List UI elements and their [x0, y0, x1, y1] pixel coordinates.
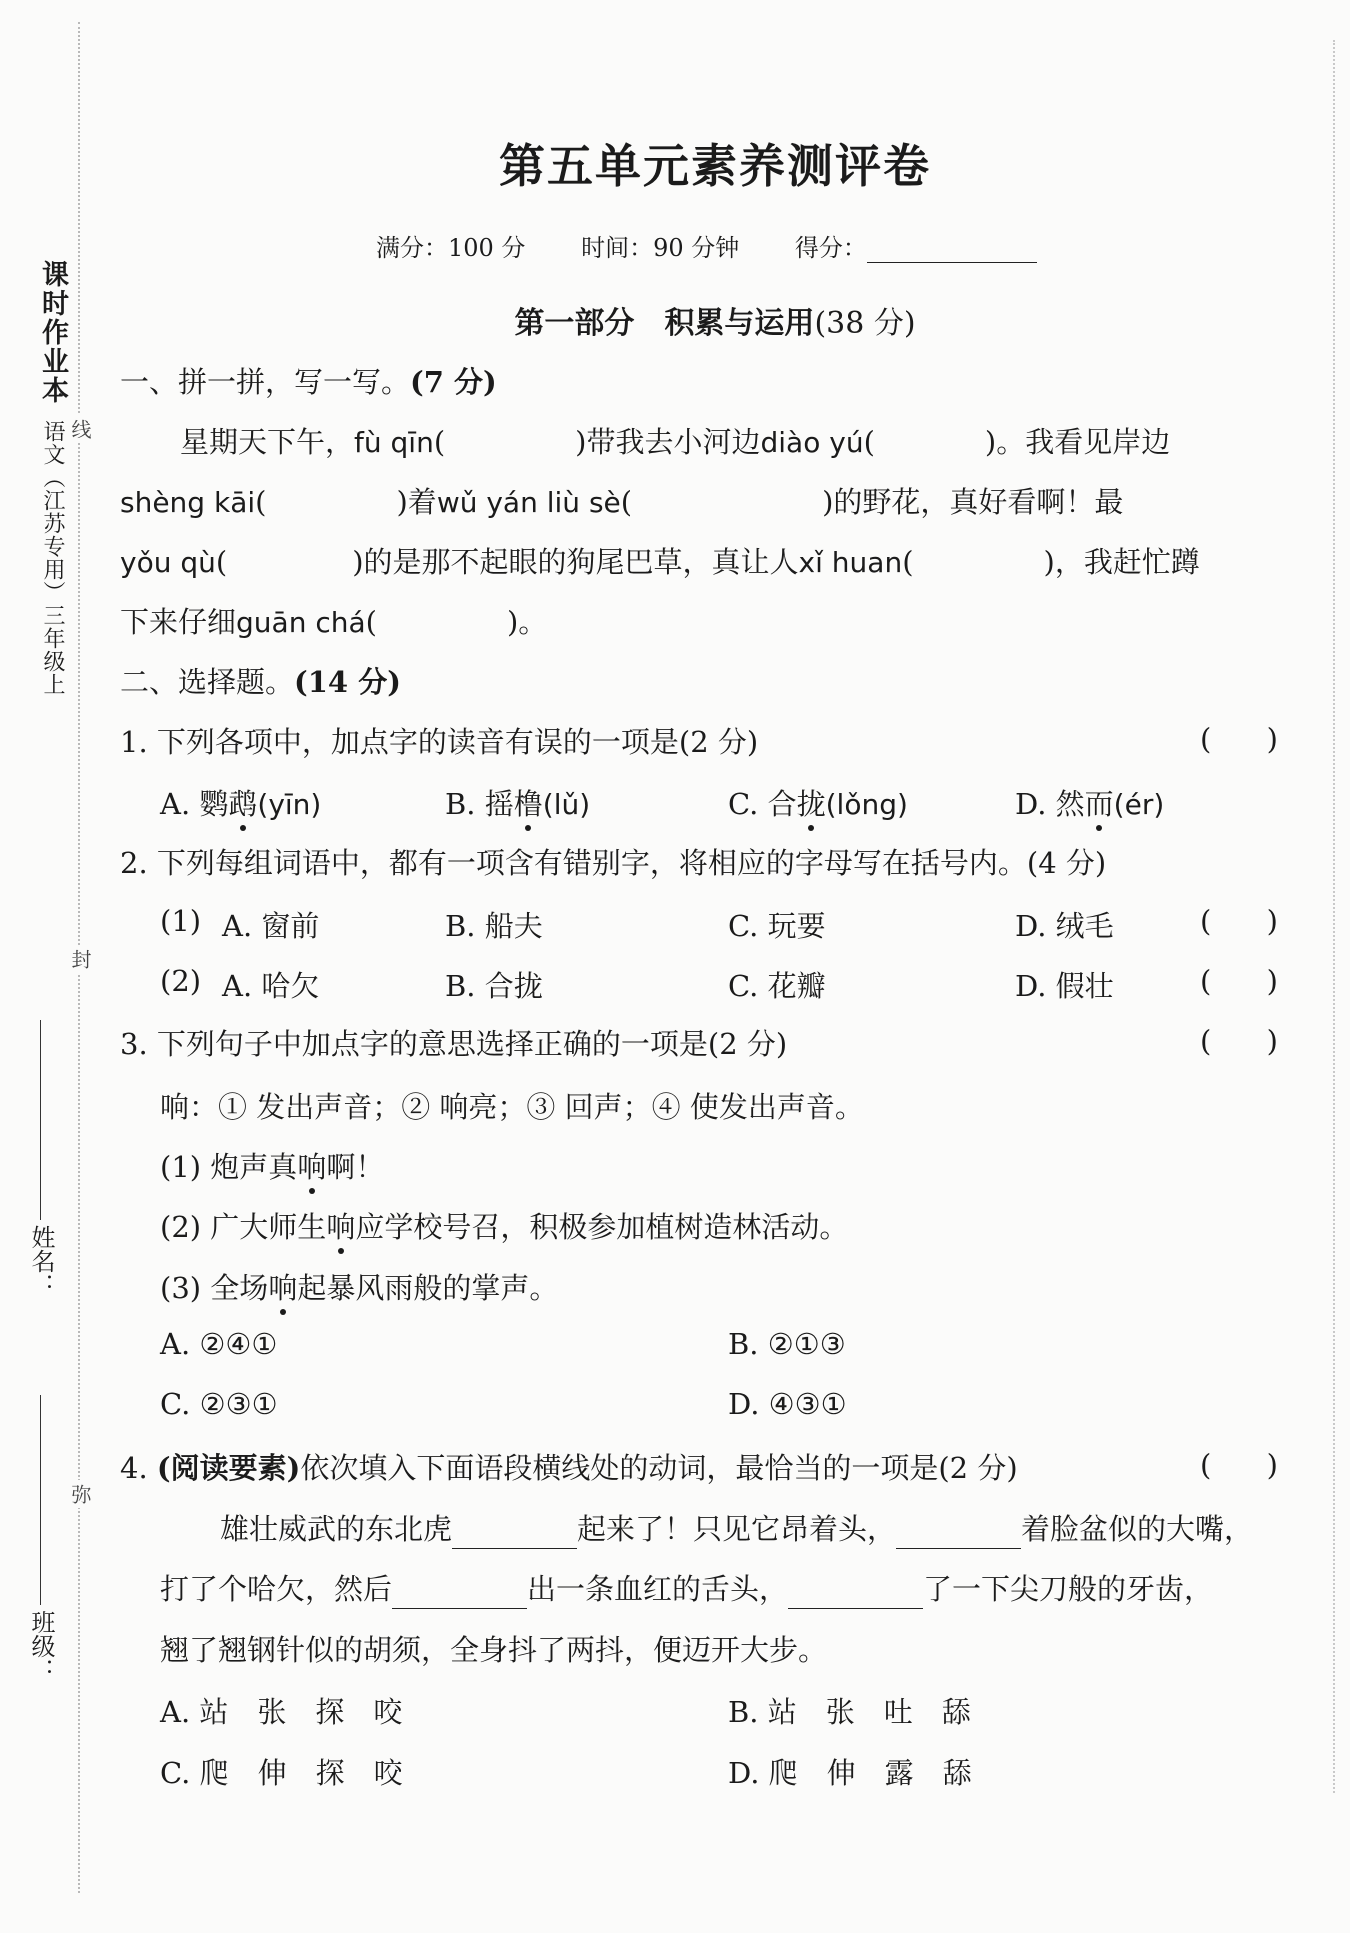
q4-option-c[interactable]: C. 爬 伸 探 咬: [160, 1756, 403, 1790]
part-heading: 第一部分 积累与运用(38 分): [514, 306, 916, 341]
pinyin-xihuan: xǐ huan: [798, 546, 903, 579]
q1-option-a[interactable]: A. 鹦鹉(yīn): [160, 787, 322, 821]
q4-blank-4[interactable]: [788, 1576, 923, 1609]
q2-row1-b[interactable]: B. 船夫: [445, 909, 543, 943]
q3-sentence-3: (3) 全场响起暴风雨般的掌声。: [160, 1271, 559, 1305]
answer-blank-diaoyu[interactable]: [875, 431, 985, 463]
q1-option-b[interactable]: B. 摇橹(lǔ): [445, 787, 591, 821]
pinyin-shengkai: shèng kāi: [120, 486, 256, 519]
answer-blank-shengkai[interactable]: [266, 491, 396, 523]
pinyin-wuyanliuse: wǔ yán liù sè: [436, 486, 621, 519]
q4-stem: 4. (阅读要素)依次填入下面语段横线处的动词，最恰当的一项是(2 分): [120, 1451, 1018, 1485]
q4-passage-line1: 雄壮威武的东北虎 起来了！只见它昂着头， 着脸盆似的大嘴，: [220, 1509, 1253, 1549]
q1-option-d[interactable]: D. 然而(ér): [1015, 787, 1165, 821]
q4-blank-2[interactable]: [896, 1516, 1021, 1549]
name-label: 姓名：: [27, 1225, 55, 1297]
answer-blank-guancha[interactable]: [377, 611, 507, 643]
exam-meta: [376, 228, 1085, 263]
page-title: 第五单元素养测评卷: [499, 139, 931, 193]
q2-row1-answer-paren[interactable]: ( ): [1200, 904, 1278, 938]
q1-answer-paren[interactable]: ( ): [1200, 722, 1278, 756]
q1-stem: 1. 下列各项中，加点字的读音有误的一项是(2 分): [120, 725, 759, 759]
sidebar-brand: 课时作业本: [37, 260, 68, 405]
section1-line2: shèng kāi( )着wǔ yán liù sè( )的野花，真好看啊！最: [120, 482, 1123, 523]
section1-line1: 星期天下午，fù qīn( )带我去小河边diào yú( )。我看见岸边: [180, 422, 1170, 463]
q2-row1-num: (1): [160, 904, 202, 938]
pinyin-diaoyu: diào yú: [760, 426, 864, 459]
q4-tag: (阅读要素): [156, 1451, 301, 1485]
q2-row1-d[interactable]: D. 绒毛: [1015, 909, 1114, 943]
section1-line4: 下来仔细guān chá( )。: [120, 602, 547, 643]
exam-time: 时间：90 分钟: [581, 234, 740, 262]
full-score: 满分：100 分: [376, 234, 526, 262]
binding-mark-line: 线: [66, 415, 95, 443]
answer-blank-fuqin[interactable]: [445, 431, 575, 463]
q3-sentence-2: (2) 广大师生响应学校号召，积极参加植树造林活动。: [160, 1210, 849, 1244]
q3-sentence-1: (1) 炮声真响啊！: [160, 1150, 385, 1184]
q3-option-c[interactable]: C. ②③①: [160, 1387, 278, 1421]
name-fill-line[interactable]: [40, 1020, 41, 1220]
binding-mark-secret: 弥: [66, 1480, 95, 1508]
answer-blank-youqu[interactable]: [227, 551, 352, 583]
answer-blank-xihuan[interactable]: [914, 551, 1044, 583]
q2-row2-b[interactable]: B. 合拢: [445, 969, 543, 1003]
q4-passage-line2: 打了个哈欠，然后 出一条血红的舌头， 了一下尖刀般的牙齿，: [160, 1569, 1213, 1609]
q2-row2-answer-paren[interactable]: ( ): [1200, 964, 1278, 998]
answer-blank-wuyanliuse[interactable]: [632, 491, 822, 523]
score-label: 得分：: [794, 234, 867, 262]
q4-option-b[interactable]: B. 站 张 吐 舔: [728, 1695, 971, 1729]
q3-option-b[interactable]: B. ②①③: [728, 1327, 846, 1361]
score-blank[interactable]: [867, 262, 1037, 263]
pinyin-youqu: yǒu qù: [120, 546, 216, 579]
q3-option-a[interactable]: A. ②④①: [160, 1327, 278, 1361]
q3-option-d[interactable]: D. ④③①: [728, 1387, 847, 1421]
sidebar-series-info: [12, 260, 72, 696]
q3-answer-paren[interactable]: ( ): [1200, 1024, 1278, 1058]
q2-stem: 2. 下列每组词语中，都有一项含有错别字，将相应的字母写在括号内。(4 分): [120, 846, 1107, 880]
sidebar-subtitle: 语文（江苏专用）三年级上: [40, 420, 65, 697]
section1-line3: yǒu qù( )的是那不起眼的狗尾巴草，真让人xǐ huan( )，我赶忙蹲: [120, 542, 1200, 583]
q4-option-a[interactable]: A. 站 张 探 咬: [160, 1695, 403, 1729]
q4-answer-paren[interactable]: ( ): [1200, 1448, 1278, 1482]
q2-row2-d[interactable]: D. 假壮: [1015, 969, 1114, 1003]
pinyin-fuqin: fù qīn: [354, 426, 434, 459]
q2-row2-num: (2): [160, 964, 202, 998]
q3-stem: 3. 下列句子中加点字的意思选择正确的一项是(2 分): [120, 1027, 788, 1061]
section2-heading: 二、选择题。(14 分): [120, 665, 401, 699]
q2-row1-a[interactable]: A. 窗前: [222, 909, 320, 943]
pinyin-guancha: guān chá: [236, 606, 366, 639]
q2-row1-c[interactable]: C. 玩要: [728, 909, 826, 943]
q4-blank-1[interactable]: [452, 1516, 577, 1549]
q2-row2-c[interactable]: C. 花瓣: [728, 969, 826, 1003]
q4-passage-line3: 翘了翘钢针似的胡须，全身抖了两抖，便迈开大步。: [160, 1633, 828, 1667]
q2-row2-a[interactable]: A. 哈欠: [222, 969, 320, 1003]
q3-definition: 响：① 发出声音；② 响亮；③ 回声；④ 使发出声音。: [160, 1090, 864, 1124]
section1-heading: 一、拼一拼，写一写。(7 分): [120, 365, 497, 399]
q1-option-c[interactable]: C. 合拢(lǒng): [728, 787, 908, 821]
class-fill-line[interactable]: [40, 1395, 41, 1605]
binding-mark-seal: 封: [66, 945, 95, 973]
class-label: 班级：: [27, 1610, 55, 1682]
q4-option-d[interactable]: D. 爬 伸 露 舔: [728, 1756, 972, 1790]
q4-blank-3[interactable]: [392, 1576, 527, 1609]
right-margin-dotted-line: [1333, 40, 1335, 1793]
